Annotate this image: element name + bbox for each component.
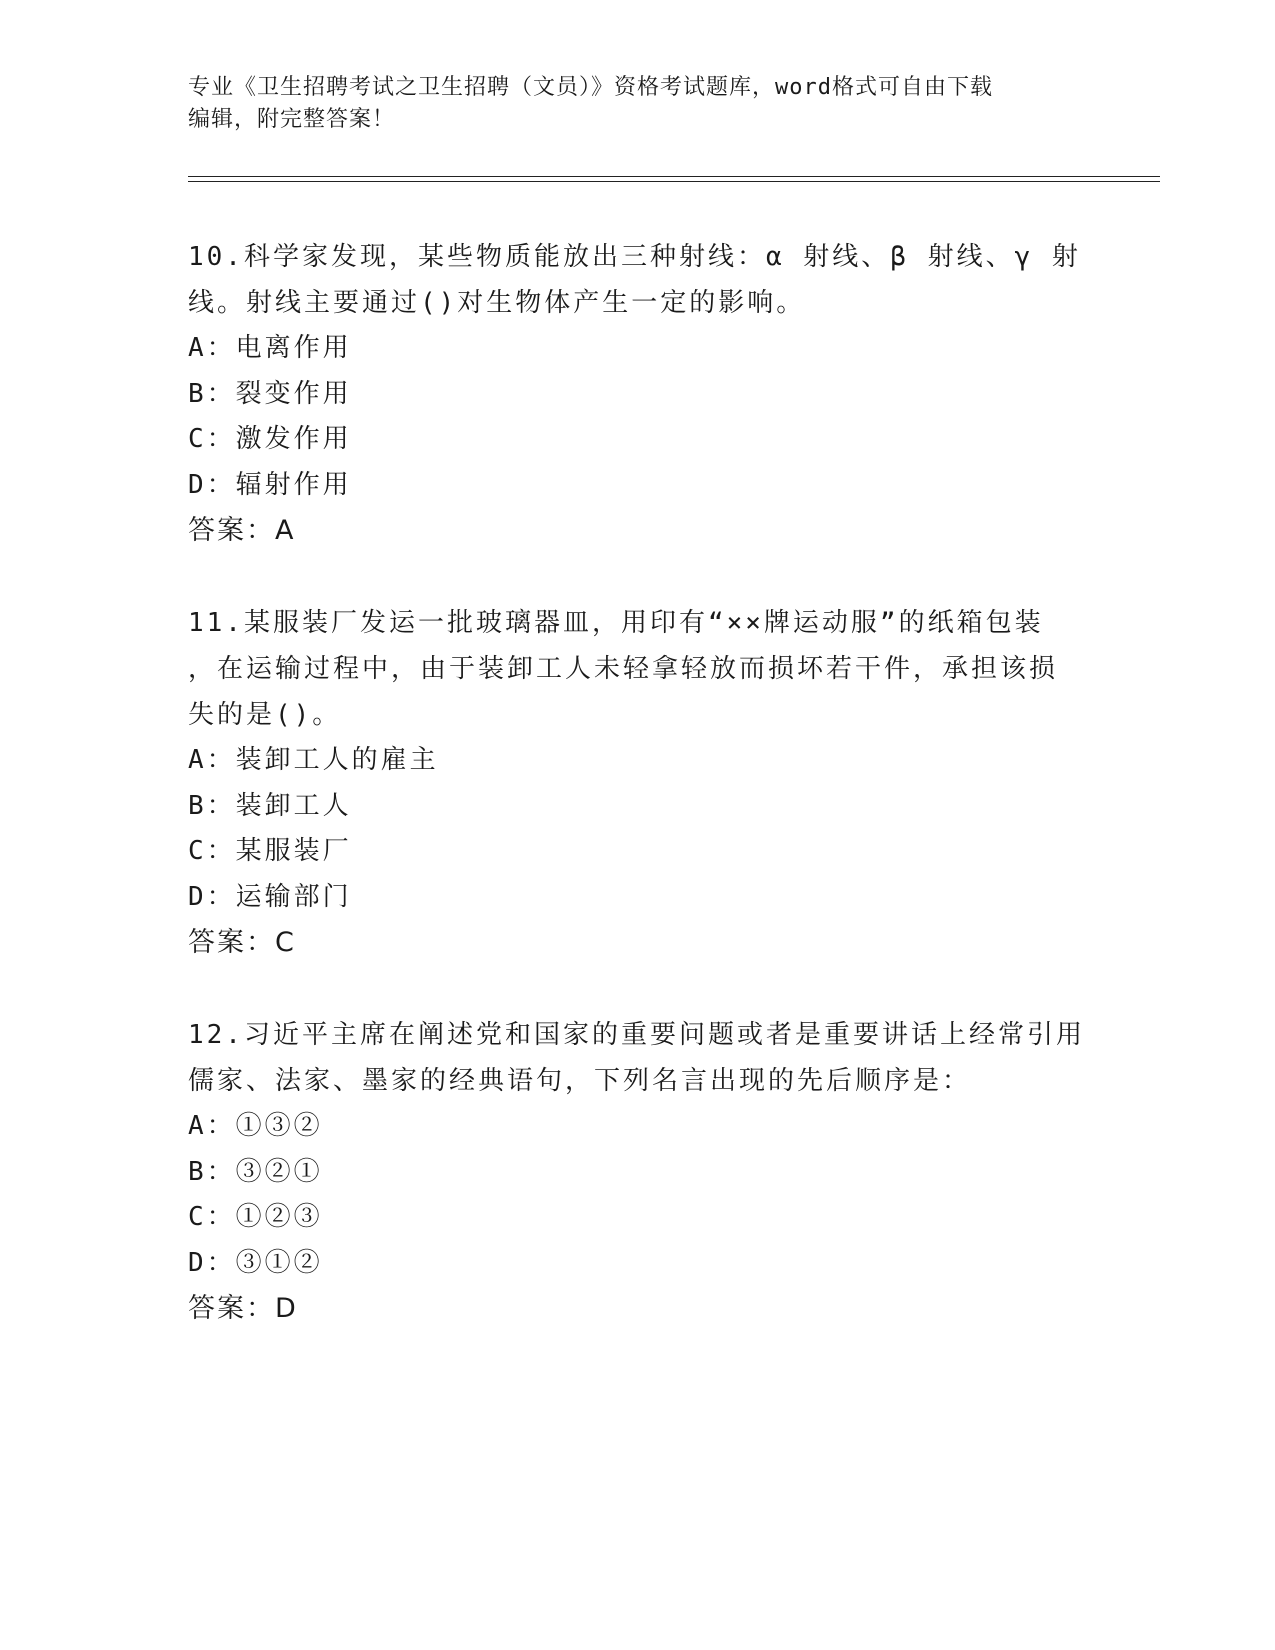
question-stem: 失的是()。 (188, 700, 342, 730)
header-line: 编辑，附完整答案！ (188, 107, 396, 132)
option-d: D：运输部门 (188, 881, 352, 912)
option-c: C：某服装厂 (188, 836, 352, 867)
question-stem: 12.习近平主席在阐述党和国家的重要问题或者是重要讲话上经常引用 (188, 1020, 1085, 1050)
header-divider (188, 181, 1160, 182)
question-11 (188, 600, 1088, 966)
answer: 答案：C (188, 927, 296, 959)
answer: 答案：A (188, 515, 296, 547)
question-12 (188, 1012, 1088, 1332)
document-header (188, 72, 1088, 136)
option-b: B：装卸工人 (188, 790, 352, 821)
option-b: B：裂变作用 (188, 378, 352, 409)
option-a: A：电离作用 (188, 333, 352, 363)
question-stem: 儒家、法家、墨家的经典语句，下列名言出现的先后顺序是： (188, 1066, 972, 1096)
question-stem: 线。射线主要通过()对生物体产生一定的影响。 (188, 288, 806, 318)
header-divider (188, 176, 1160, 177)
option-a: A：装卸工人的雇主 (188, 745, 439, 775)
question-stem: 10.科学家发现，某些物质能放出三种射线：α 射线、β 射线、γ 射 (188, 242, 1081, 272)
option-b: B：③②① (188, 1156, 323, 1187)
option-a: A：①③② (188, 1111, 323, 1141)
option-d: D：辐射作用 (188, 469, 352, 500)
option-d: D：③①② (188, 1247, 323, 1278)
question-10 (188, 234, 1088, 554)
question-stem: 11.某服装厂发运一批玻璃器皿，用印有“××牌运动服”的纸箱包装 (188, 608, 1044, 638)
option-c: C：激发作用 (188, 424, 352, 455)
header-line: 专业《卫生招聘考试之卫生招聘（文员）》资格考试题库，word格式可自由下载 (188, 75, 993, 100)
question-stem: ，在运输过程中，由于装卸工人未轻拿轻放而损坏若干件，承担该损 (188, 654, 1059, 684)
option-c: C：①②③ (188, 1202, 323, 1233)
answer: 答案：D (188, 1293, 298, 1325)
